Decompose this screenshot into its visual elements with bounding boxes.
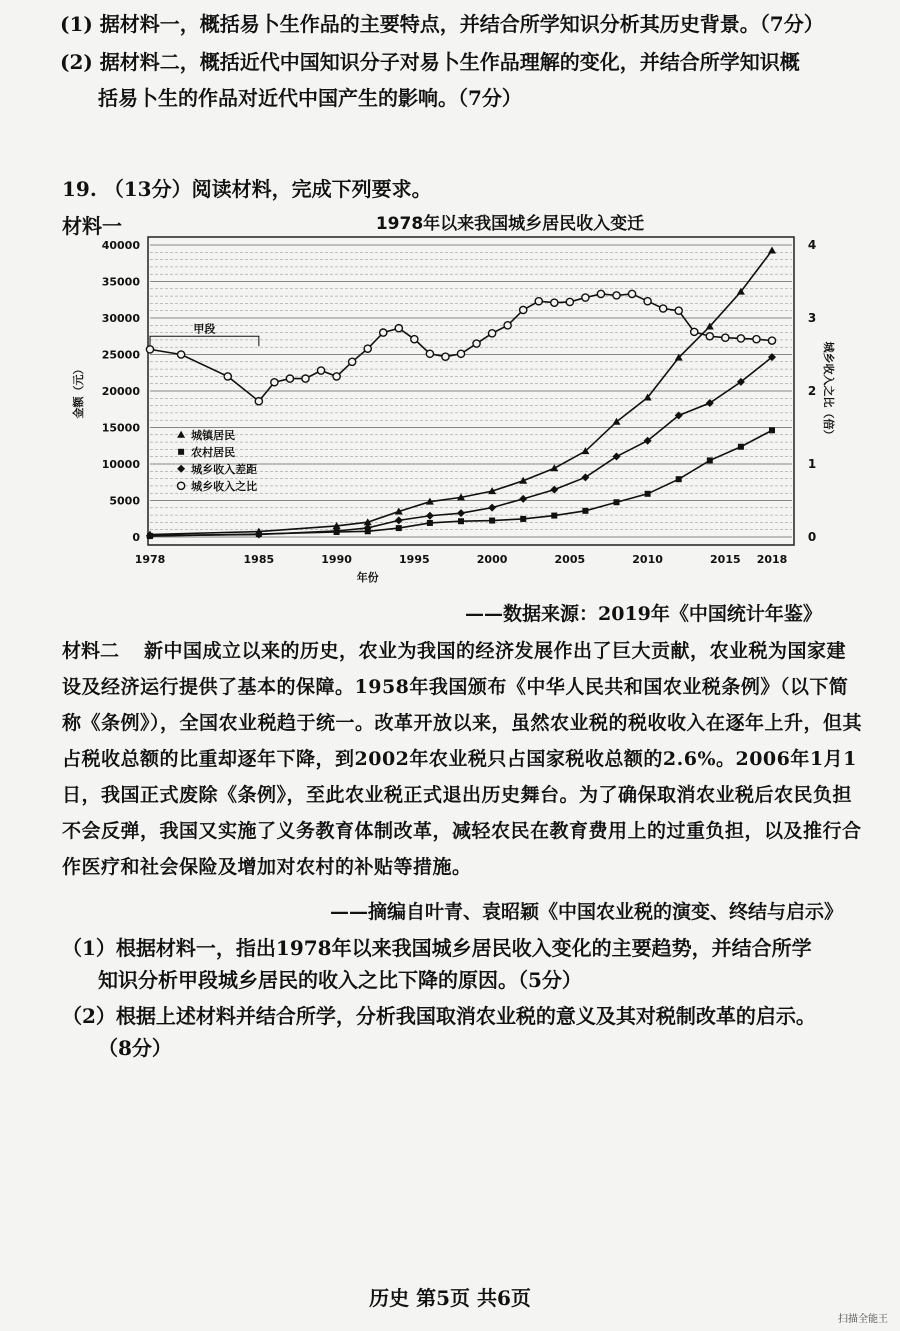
data-point-ratio — [380, 329, 387, 336]
data-point-gap — [519, 495, 527, 503]
data-point-ratio — [286, 375, 293, 382]
data-point-ratio — [271, 379, 278, 386]
data-point-gap — [426, 512, 434, 520]
x-tick-label: 1985 — [243, 553, 275, 566]
x-tick-label: 2005 — [554, 553, 586, 566]
x-tick-label: 1978 — [134, 553, 166, 566]
data-point-ratio — [737, 335, 744, 342]
y-tick-label-left: 0 — [132, 531, 140, 544]
data-point-rural — [738, 444, 744, 450]
data-point-rural — [707, 457, 713, 463]
y-tick-label-right: 2 — [807, 384, 817, 398]
question-18-2-line2: 括易卜生的作品对近代中国产生的影响。（7分） — [98, 86, 522, 110]
data-point-rural — [676, 476, 682, 482]
question-18-2-line1: (2) 据材料二，概括近代中国知识分子对易卜生作品理解的变化，并结合所学知识概 — [60, 50, 800, 74]
y-tick-label-left: 20000 — [101, 385, 140, 398]
page-footer: 历史 第5页 共6页 — [369, 1286, 531, 1310]
data-point-ratio — [255, 398, 262, 405]
data-point-ratio — [706, 333, 713, 340]
annotation-label: 甲段 — [193, 322, 216, 336]
y-tick-label-right: 0 — [807, 530, 817, 544]
y-axis-label-left: 金额（元） — [72, 363, 85, 419]
material2-label: 材料二 — [62, 640, 120, 662]
data-point-ratio — [442, 353, 449, 360]
question-19-header: 19. （13分）阅读材料，完成下列要求。 — [62, 177, 432, 201]
data-point-ratio — [753, 336, 760, 343]
scanner-watermark: 扫描全能王 — [838, 1314, 888, 1325]
legend-label-ratio: 城乡收入之比 — [191, 479, 258, 493]
y-tick-label-right: 3 — [807, 311, 817, 325]
x-tick-label: 2015 — [710, 553, 741, 566]
data-point-rural — [458, 518, 464, 524]
x-axis-label: 年份 — [356, 571, 379, 584]
y-tick-label-left: 30000 — [101, 312, 140, 325]
legend-marker-ratio — [178, 482, 185, 489]
data-point-ratio — [224, 373, 231, 380]
data-point-ratio — [768, 337, 775, 344]
data-point-ratio — [551, 299, 558, 306]
y-tick-label-left: 10000 — [101, 458, 140, 471]
data-point-ratio — [675, 307, 682, 314]
legend-marker-gap — [177, 465, 185, 473]
question-19-1-line1: （1）根据材料一，指出1978年以来我国城乡居民收入变化的主要趋势，并结合所学 — [62, 936, 812, 960]
data-point-ratio — [535, 298, 542, 305]
material2-text: 新中国成立以来的历史，农业为我国的经济发展作出了巨大贡献，农业税为国家建设及经济运行提供了基本的保障。1958年我国颁布《中华人民共和国农业税条例》（以下简称《条例》），全国农业税趋于统一。改革开放以来，虽然农业税的税收收入在逐年上升，但其占税收总额的比重却逐年下降，到2002年农业税只占国家税收总额的2.6%。2006年1月1日，我国正式废除《条例》，至此农业税正式退出历史舞台。为了确保取消农业税后农民负担不会反弹，我国又实施了义务教育体制改革，减轻农民在教育费用上的过重负担，以及推行合作医疗和社会保险及增加对农村的补贴等措施。 — [62, 640, 863, 878]
data-point-ratio — [489, 330, 496, 337]
annotation-bracket — [150, 336, 259, 346]
data-point-rural — [551, 513, 557, 519]
legend-marker-urban — [177, 431, 185, 438]
data-point-rural — [645, 491, 651, 497]
material1-label: 材料一 — [62, 214, 122, 238]
data-point-ratio — [411, 336, 418, 343]
data-point-ratio — [520, 306, 527, 313]
data-point-ratio — [566, 298, 573, 305]
legend-label-rural: 农村居民 — [191, 445, 236, 459]
y-tick-label-left: 5000 — [109, 494, 140, 508]
data-point-ratio — [613, 292, 620, 299]
data-point-gap — [488, 504, 496, 512]
data-point-gap — [395, 516, 403, 524]
data-point-ratio — [457, 350, 464, 357]
material2-source: ——摘编自叶青、袁昭颖《中国农业税的演变、终结与启示》 — [330, 901, 844, 923]
data-point-rural — [614, 499, 620, 505]
data-point-rural — [396, 525, 402, 531]
data-point-rural — [582, 508, 588, 514]
data-point-ratio — [597, 290, 604, 297]
y-axis-label-right: 城乡收入之比（倍） — [822, 341, 835, 441]
data-point-gap — [550, 486, 558, 494]
question-19-1-line2: 知识分析甲段城乡居民的收入之比下降的原因。（5分） — [98, 968, 582, 992]
x-tick-label: 2010 — [632, 553, 663, 566]
x-tick-label: 1990 — [321, 553, 352, 566]
data-point-ratio — [691, 328, 698, 335]
question-19-2-line1: （2）根据上述材料并结合所学，分析我国取消农业税的意义及其对税制改革的启示。 — [62, 1004, 816, 1028]
y-tick-label-left: 40000 — [101, 239, 140, 252]
material1-source: ——数据来源：2019年《中国统计年鉴》 — [465, 603, 822, 625]
income-chart-svg — [40, 205, 870, 605]
data-point-ratio — [178, 351, 185, 358]
y-tick-label-left: 15000 — [101, 421, 140, 435]
y-tick-label-left: 25000 — [101, 348, 140, 362]
legend-label-urban: 城镇居民 — [191, 428, 236, 442]
data-point-rural — [489, 518, 495, 524]
data-point-ratio — [333, 373, 340, 380]
data-point-ratio — [302, 375, 309, 382]
data-point-ratio — [364, 345, 371, 352]
legend-label-gap: 城乡收入差距 — [191, 462, 258, 476]
data-point-ratio — [628, 290, 635, 297]
data-point-ratio — [426, 350, 433, 357]
question-19-2-line2: （8分） — [98, 1036, 172, 1060]
y-tick-label-right: 4 — [807, 238, 817, 252]
chart-title: 1978年以来我国城乡居民收入变迁 — [375, 214, 645, 234]
data-point-ratio — [722, 334, 729, 341]
data-point-ratio — [317, 367, 324, 374]
y-tick-label-left: 35000 — [101, 275, 140, 289]
question-18-1: (1) 据材料一，概括易卜生作品的主要特点，并结合所学知识分析其历史背景。（7分） — [60, 12, 824, 36]
data-point-rural — [427, 520, 433, 526]
data-point-rural — [520, 516, 526, 522]
data-point-urban — [768, 246, 776, 253]
legend-marker-rural — [178, 449, 184, 455]
x-tick-label: 1995 — [399, 553, 430, 566]
data-point-rural — [769, 427, 775, 433]
data-point-ratio — [146, 346, 153, 353]
data-point-gap — [457, 509, 465, 517]
data-point-ratio — [644, 298, 651, 305]
y-tick-label-right: 1 — [807, 457, 817, 471]
x-tick-label: 2018 — [756, 553, 788, 566]
data-point-ratio — [582, 294, 589, 301]
data-point-ratio — [504, 322, 511, 329]
data-point-ratio — [395, 325, 402, 332]
data-point-ratio — [660, 305, 667, 312]
data-point-ratio — [473, 340, 480, 347]
x-tick-label: 2000 — [476, 553, 508, 566]
data-point-ratio — [349, 358, 356, 365]
income-chart — [40, 205, 870, 605]
data-point-urban — [550, 464, 558, 471]
